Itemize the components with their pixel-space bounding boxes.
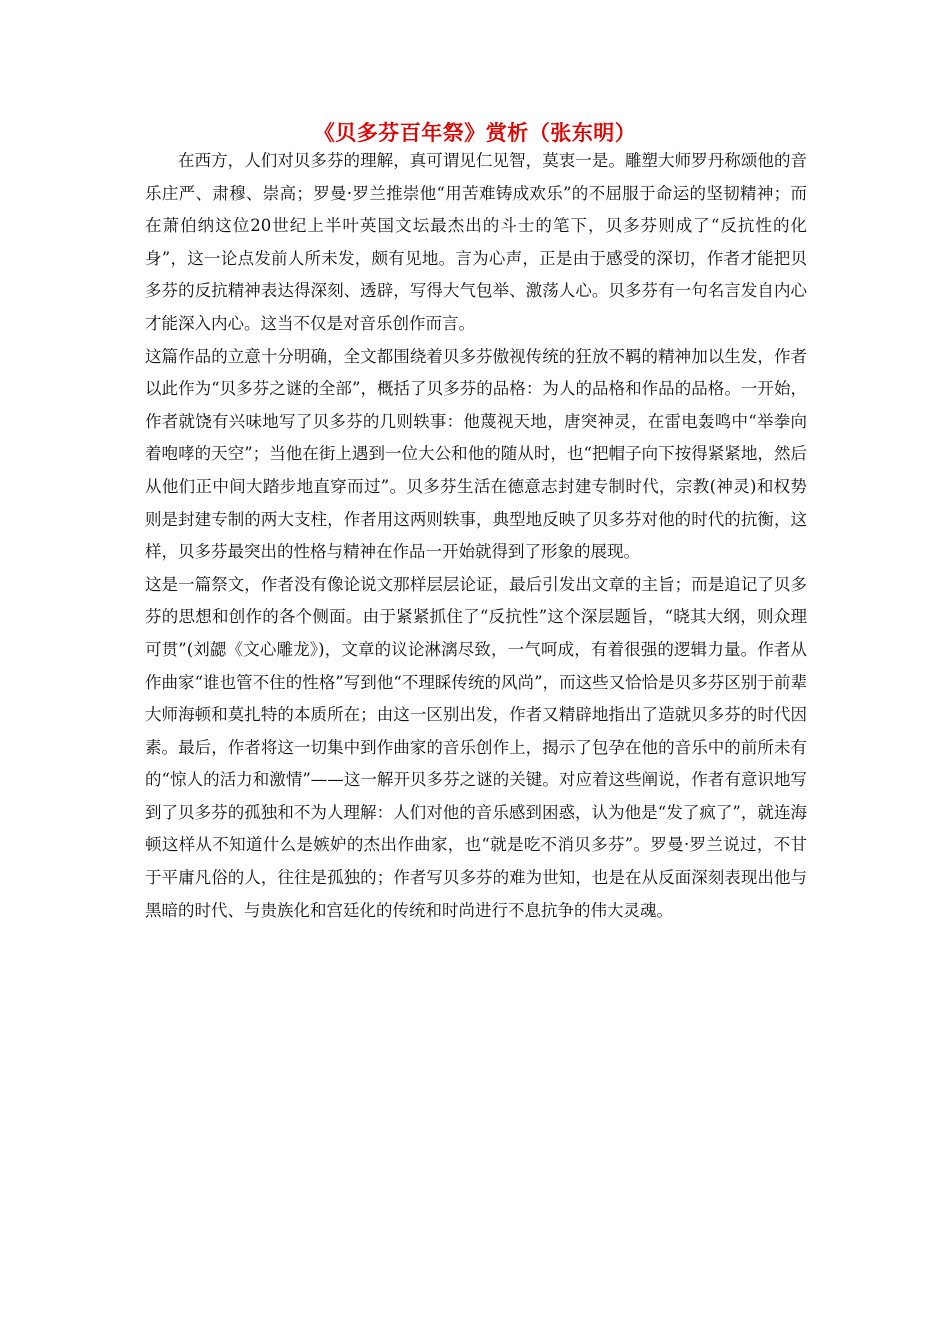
paragraph-structure: 这是一篇祭文，作者没有像论说文那样层层论证，最后引发出文章的主旨；而是追记了贝多芬的思想和创作的各个侧面。由于紧紧抓住了“反抗性”这个深层题旨，“晓其大纲，则众理可贯”(刘勰《文心雕龙》)，文章的议论淋漓尽致，一气呵成，有着很强的逻辑力量。作者从作曲家“谁也管不住的性格”写到他“不理睬传统的风尚”，而这些又恰恰是贝多芬区别于前辈大师海顿和莫扎特的本质所在；由这一区别出发，作者又精辟地指出了造就贝多芬的时代因素。最后，作者将这一切集中到作曲家的音乐创作上，揭示了包孕在他的音乐中的前所未有的“惊人的活力和激情”——这一解开贝多芬之谜的关键。对应着这些阐说，作者有意识地写到了贝多芬的孤独和不为人理解：人们对他的音乐感到困惑，认为他是“发了疯了”，就连海顿这样从不知道什么是嫉妒的杰出作曲家，也“就是吃不消贝多芬”。罗曼·罗兰说过，不甘于平庸凡俗的人，往往是孤独的；作者写贝多芬的难为世知，也是在从反面深刻表现出他与黑暗的时代、与贵族化和宫廷化的传统和时尚进行不息抗争的伟大灵魂。 [145, 574, 807, 920]
document-body [145, 145, 807, 927]
paragraph-theme: 这篇作品的立意十分明确，全文都围绕着贝多芬傲视传统的狂放不羁的精神加以生发，作者以此作为“贝多芬之谜的全部”，概括了贝多芬的品格：为人的品格和作品的品格。一开始，作者就饶有兴味地写了贝多芬的几则轶事：他蔑视天地，唐突神灵，在雷电轰鸣中“举拳向着咆哮的天空”；当他在街上遇到一位大公和他的随从时，也“把帽子向下按得紧紧地，然后从他们正中间大踏步地直穿而过”。贝多芬生活在德意志封建专制时代，宗教(神灵)和权势则是封建专制的两大支柱，作者用这两则轶事，典型地反映了贝多芬对他的时代的抗衡，这样，贝多芬最突出的性格与精神在作品一开始就得到了形象的展现。 [145, 346, 807, 562]
paragraph-intro: 在西方，人们对贝多芬的理解，真可谓见仁见智，莫衷一是。雕塑大师罗丹称颂他的音乐庄严、肃穆、崇高；罗曼·罗兰推崇他“用苦难铸成欢乐”的不屈服于命运的坚韧精神；而在萧伯纳这位20世纪上半叶英国文坛最杰出的斗士的笔下，贝多芬则成了“反抗性的化身”，这一论点发前人所未发，颇有见地。言为心声，正是由于感受的深切，作者才能把贝多芬的反抗精神表达得深刻、透辟，写得大气包举、激荡人心。贝多芬有一句名言发自内心才能深入内心。这当不仅是对音乐创作而言。 [145, 151, 807, 333]
document-title: 《贝多芬百年祭》赏析（张东明） [313, 120, 637, 145]
